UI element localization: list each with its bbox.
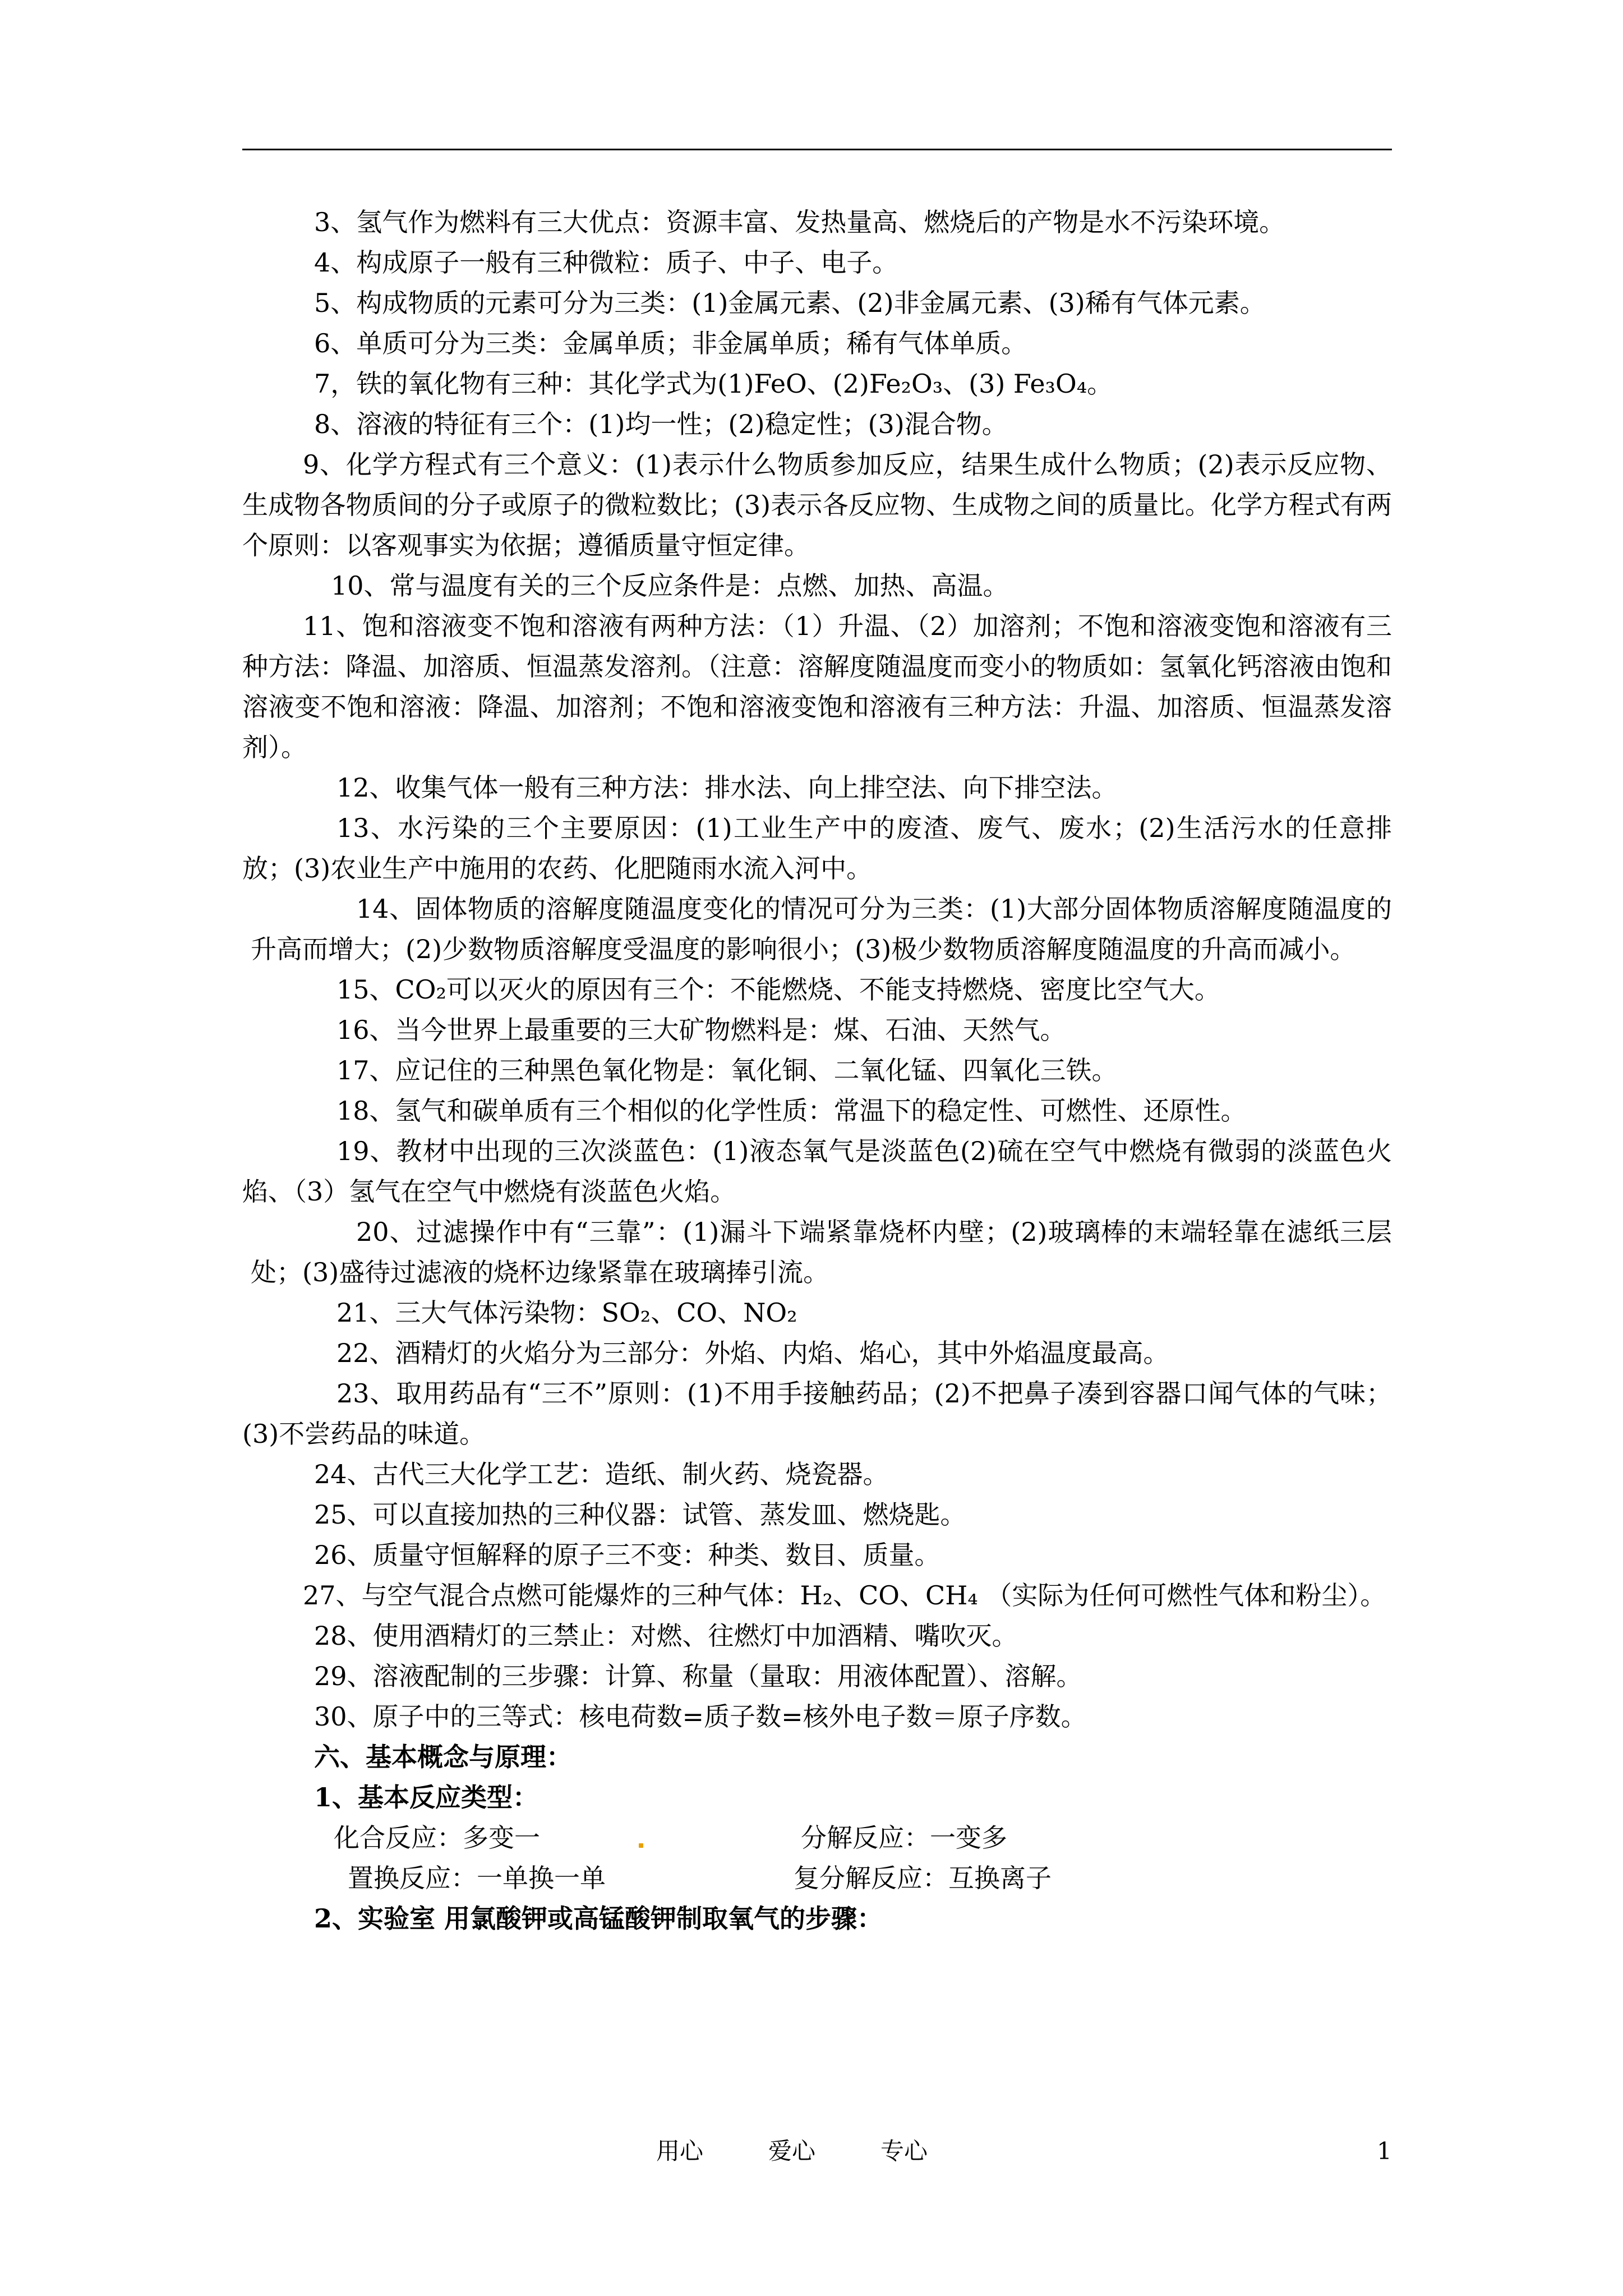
header-rule <box>242 149 1392 150</box>
item-17: 17、应记住的三种黑色氧化物是：氧化铜、二氧化锰、四氧化三铁。 <box>336 1055 1118 1085</box>
item-23: 23、取用药品有“三不”原则：(1)不用手接触药品；(2)不把鼻子凑到容器口闻气体的气味；(3)不尝药品的味道。 <box>242 1378 1392 1449</box>
item-3: 3、氢气作为燃料有三大优点：资源丰富、发热量高、燃烧后的产物是水不污染环境。 <box>314 207 1285 237</box>
item-4: 4、构成原子一般有三种微粒：质子、中子、电子。 <box>314 247 898 278</box>
page-number: 1 <box>1377 2137 1392 2165</box>
item-18: 18、氢气和碳单质有三个相似的化学性质：常温下的稳定性、可燃性、还原性。 <box>336 1096 1247 1126</box>
item-30: 30、原子中的三等式：核电荷数=质子数=核外电子数＝原子序数。 <box>314 1701 1087 1732</box>
item-13: 13、水污染的三个主要原因：(1)工业生产中的废渣、废气、废水；(2)生活污水的任意排放；(3)农业生产中施用的农药、化肥随雨水流入河中。 <box>242 813 1392 884</box>
item-25: 25、可以直接加热的三种仪器：试管、蒸发皿、燃烧匙。 <box>314 1499 966 1530</box>
combination-reaction: 化合反应：多变一 <box>334 1823 540 1853</box>
item-27: 27、与空气混合点燃可能爆炸的三种气体：H₂、CO、CH₄ （实际为任何可燃性气体和粉尘）。 <box>303 1580 1386 1611</box>
item-19: 19、教材中出现的三次淡蓝色：(1)液态氧气是淡蓝色(2)硫在空气中燃烧有微弱的淡蓝色火焰、（3）氢气在空气中燃烧有淡蓝色火焰。 <box>242 1136 1392 1207</box>
document-body <box>242 202 1392 1939</box>
reaction-row-1 <box>242 1818 1392 1858</box>
displacement-reaction: 置换反应：一单换一单 <box>348 1863 606 1893</box>
item-12: 12、收集气体一般有三种方法：排水法、向上排空法、向下排空法。 <box>336 772 1118 803</box>
item-24: 24、古代三大化学工艺：造纸、制火药、烧瓷器。 <box>314 1459 889 1489</box>
subheading-oxygen-prep: 2、实验室 用氯酸钾或高锰酸钾制取氧气的步骤： <box>314 1903 883 1934</box>
footer-motto-3: 专心 <box>880 2137 928 2165</box>
item-7: 7，铁的氧化物有三种：其化学式为(1)FeO、(2)Fe₂O₃、(3) Fe₃O₄。 <box>314 369 1113 399</box>
item-28: 28、使用酒精灯的三禁止：对燃、往燃灯中加酒精、嘴吹灭。 <box>314 1621 1018 1651</box>
double-decomposition-reaction: 复分解反应：互换离子 <box>794 1863 1052 1893</box>
item-20: 20、过滤操作中有“三靠”：(1)漏斗下端紧靠烧杯内壁；(2)玻璃棒的末端轻靠在滤纸三层处；(3)盛待过滤液的烧杯边缘紧靠在玻璃捧引流。 <box>251 1217 1392 1287</box>
section-6-heading: 六、基本概念与原理： <box>314 1742 572 1772</box>
footer-motto-2: 爱心 <box>768 2137 816 2165</box>
item-22: 22、酒精灯的火焰分为三部分：外焰、内焰、焰心，其中外焰温度最高。 <box>336 1338 1169 1368</box>
subheading-reaction-types: 1、基本反应类型： <box>314 1782 539 1812</box>
item-16: 16、当今世界上最重要的三大矿物燃料是：煤、石油、天然气。 <box>336 1015 1066 1045</box>
item-14: 14、固体物质的溶解度随温度变化的情况可分为三类：(1)大部分固体物质溶解度随温度的升高而增大；(2)少数物质溶解度受温度的影响很小；(3)极少数物质溶解度随温度的升高而减小。 <box>251 894 1392 964</box>
marker-dot <box>639 1843 643 1848</box>
reaction-row-2 <box>242 1858 1392 1898</box>
item-9: 9、化学方程式有三个意义：(1)表示什么物质参加反应，结果生成什么物质；(2)表示反应物、生成物各物质间的分子或原子的微粒数比；(3)表示各反应物、生成物之间的质量比。化学方程式有两个原则：以客观事实为依据；遵循质量守恒定律。 <box>242 449 1392 560</box>
item-8: 8、溶液的特征有三个：(1)均一性；(2)稳定性；(3)混合物。 <box>314 409 1008 439</box>
decomposition-reaction: 分解反应：一变多 <box>801 1823 1007 1853</box>
footer-motto-1: 用心 <box>656 2137 704 2165</box>
item-21: 21、三大气体污染物：SO₂、CO、NO₂ <box>336 1297 797 1328</box>
item-11: 11、饱和溶液变不饱和溶液有两种方法：（1）升温、（2）加溶剂；不饱和溶液变饱和溶液有三种方法：降温、加溶质、恒温蒸发溶剂。（注意：溶解度随温度而变小的物质如：氢氧化钙溶液由饱和溶液变不饱和溶液：降温、加溶剂；不饱和溶液变饱和溶液有三种方法：升温、加溶质、恒温蒸发溶剂）。 <box>242 611 1392 762</box>
item-29: 29、溶液配制的三步骤：计算、称量（量取：用液体配置）、溶解。 <box>314 1661 1082 1691</box>
item-6: 6、单质可分为三类：金属单质；非金属单质；稀有气体单质。 <box>314 328 1027 358</box>
item-26: 26、质量守恒解释的原子三不变：种类、数目、质量。 <box>314 1540 940 1570</box>
item-15: 15、CO₂可以灭火的原因有三个：不能燃烧、不能支持燃烧、密度比空气大。 <box>336 974 1220 1005</box>
item-10: 10、常与温度有关的三个反应条件是：点燃、加热、高温。 <box>331 570 1009 601</box>
item-5: 5、构成物质的元素可分为三类：(1)金属元素、(2)非金属元素、(3)稀有气体元素。 <box>314 288 1266 318</box>
